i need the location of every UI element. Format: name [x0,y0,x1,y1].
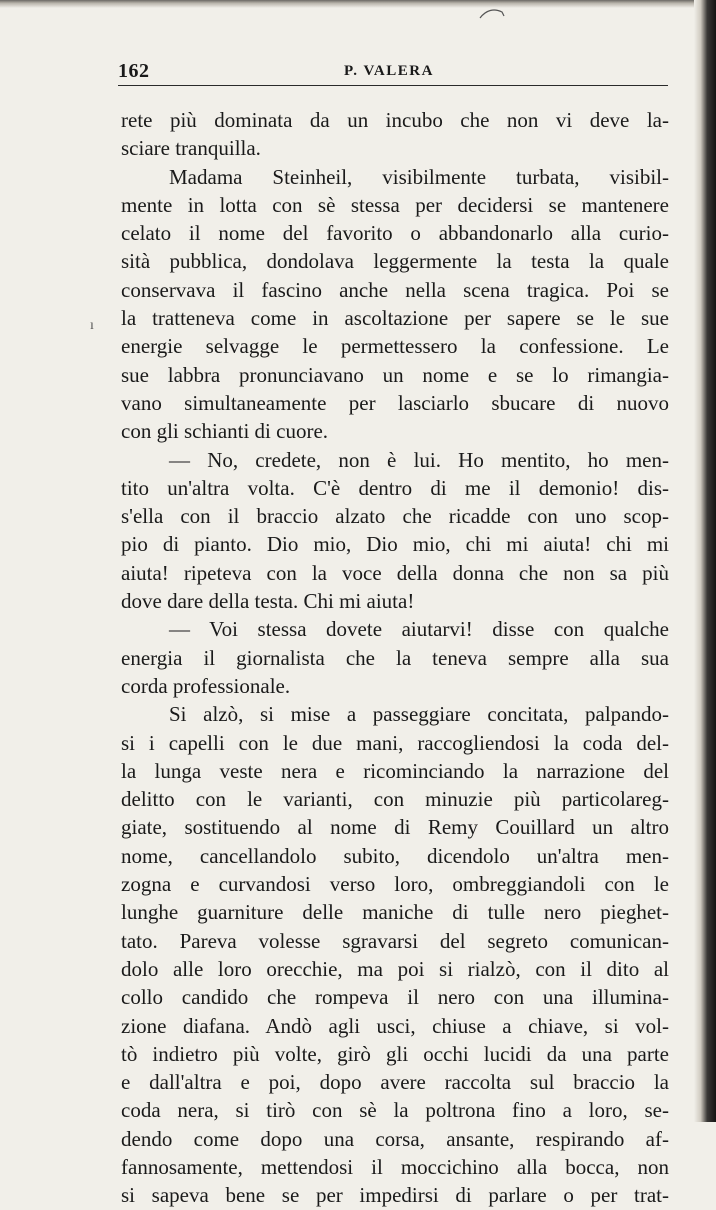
text-line: sità pubblica, dondolava leggermente la testa la quale [121,249,669,274]
body-text [121,106,669,1210]
text-line: delitto con le varianti, con minuzie più particolareg- [121,787,669,812]
text-line: energia il giornalista che la teneva sempre alla sua [121,645,669,670]
ink-mark [478,6,508,22]
text-line: tò indietro più volte, girò gli occhi lucidi da una parte [121,1041,669,1066]
running-head: P. VALERA [344,63,434,79]
page-binding-shadow [694,0,716,1122]
text-line: conservava il fascino anche nella scena tragica. Poi se [121,277,669,302]
text-line: celato il nome del favorito o abbandonarlo alla curio- [121,221,669,246]
text-line: lunghe guarniture delle maniche di tulle nero pieghet- [121,900,669,925]
text-line: dolo alle loro orecchie, ma poi si rialzò, con il dito al [121,956,669,981]
text-line: tato. Pareva volesse sgravarsi del segreto comunican- [121,928,669,953]
text-line: giate, sostituendo al nome di Remy Couillard un altro [121,815,669,840]
text-line: con gli schianti di cuore. [121,419,329,444]
text-line: si i capelli con le due mani, raccogliendosi la coda del- [121,730,669,755]
text-line: la lunga veste nera e ricominciando la narrazione del [121,758,669,783]
text-line: pio di pianto. Dio mio, Dio mio, chi mi aiuta! chi mi [121,532,669,557]
text-line: la tratteneva come in ascoltazione per sapere se le sue [121,306,669,331]
text-line: — Voi stessa dovete aiutarvi! disse con qualche [169,617,669,642]
text-line: rete più dominata da un incubo che non vi deve la- [121,108,669,132]
text-line: coda nera, si tirò con sè la poltrona fino a loro, se- [121,1098,669,1123]
text-line: zione diafana. Andò agli usci, chiuse a chiave, si vol- [121,1013,669,1038]
text-line: s'ella con il braccio alzato che ricadde con uno scop- [121,504,669,529]
text-line: Si alzò, si mise a passeggiare concitata, palpando- [169,702,669,727]
text-line: zogna e curvandosi verso loro, ombreggiandoli con le [121,872,669,897]
text-line: vano simultaneamente per lasciarlo sbucare di nuovo [121,390,669,415]
text-line: corda professionale. [121,673,291,698]
text-line: collo candido che rompeva il nero con una illumina- [121,985,669,1010]
text-line: Madama Steinheil, visibilmente turbata, visibil- [169,164,669,189]
header-rule [118,85,668,86]
page-number: 162 [118,60,150,82]
text-line: sue labbra pronunciavano un nome e se lo rimangia- [121,362,669,387]
text-line: dove dare della testa. Chi mi aiuta! [121,589,415,614]
text-line: e dall'altra e poi, dopo avere raccolta sul braccio la [121,1070,669,1095]
text-line: — No, credete, non è lui. Ho mentito, ho men- [169,447,669,472]
text-line: dendo come dopo una corsa, ansante, respirando af- [121,1126,669,1151]
text-line: energie selvagge le permettessero la confessione. Le [121,334,669,359]
text-line: nome, cancellandolo subito, dicendolo un'altra men- [121,843,669,868]
text-line: si sapeva bene se per impedirsi di parlare o per trat- [121,1183,669,1208]
page-top-shadow [0,0,716,8]
margin-mark: ı [90,318,94,333]
text-line: aiuta! ripeteva con la voce della donna che non sa più [121,560,669,585]
page-header [118,60,668,84]
text-line: sciare tranquilla. [121,136,261,161]
text-line: mente in lotta con sè stessa per decidersi se mantenere [121,192,669,217]
text-line: tito un'altra volta. C'è dentro di me il demonio! dis- [121,475,669,500]
text-line: fannosamente, mettendosi il moccichino alla bocca, non [121,1154,669,1179]
